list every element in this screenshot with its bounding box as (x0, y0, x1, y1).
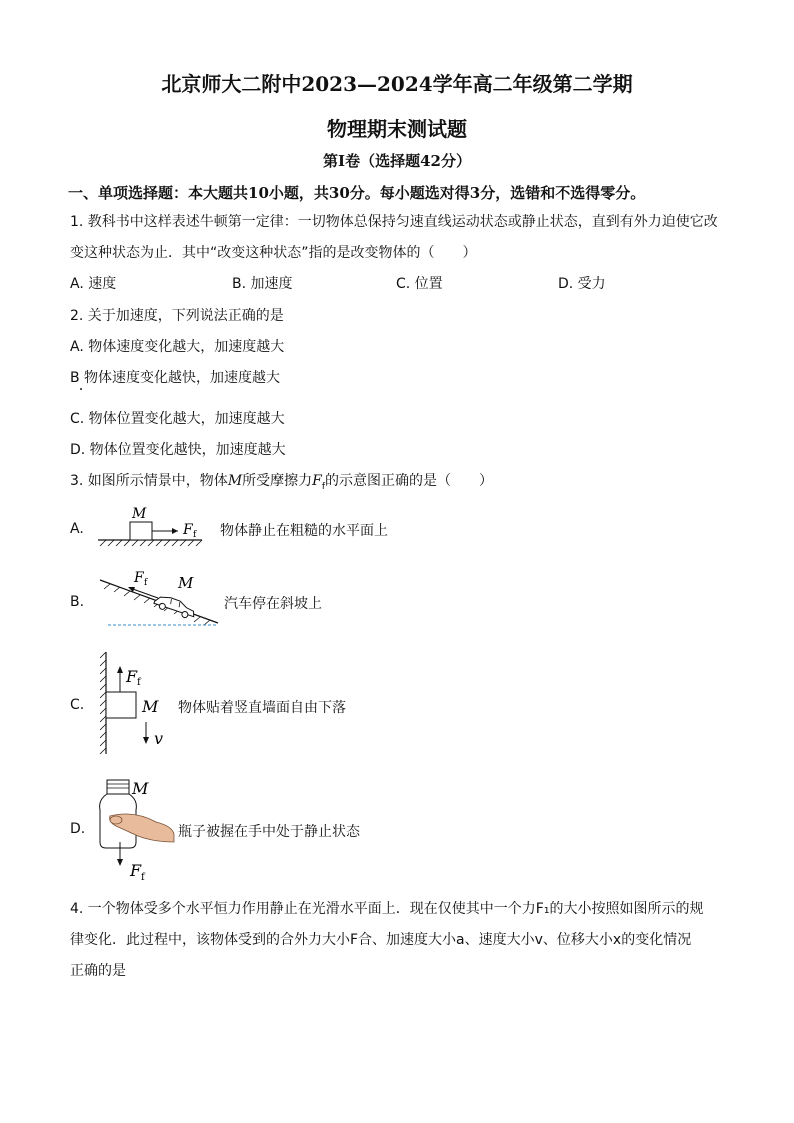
fig-d-mass-label: M (132, 779, 149, 798)
q4-stem-line1: 4. 一个物体受多个水平恒力作用静止在光滑水平面上．现在仅使其中一个力F₁的大小按照如图所示的规 (70, 901, 704, 917)
q1-option-d: D. 受力 (558, 276, 606, 292)
stray-dot (80, 388, 82, 390)
q1-stem-line2: 变这种状态为止．其中“改变这种状态”指的是改变物体的（ ） (70, 245, 477, 261)
q1-option-a: A. 速度 (70, 276, 117, 292)
q3-option-b-letter: B. (70, 594, 85, 610)
figure-b (94, 564, 224, 630)
q3-caption-b: 汽车停在斜坡上 (224, 596, 322, 612)
volume-label: 第Ⅰ卷（选择题42分） (323, 152, 471, 170)
fig-a-force-sub: f (193, 530, 197, 540)
section-heading: 一、单项选择题：本大题共10小题，共30分。每小题选对得3分，选错和不选得零分。 (68, 184, 646, 202)
q2-stem: 2. 关于加速度，下列说法正确的是 (70, 308, 284, 324)
q3-stem-f: F (312, 473, 322, 489)
fig-d-force-label: F (130, 861, 142, 880)
q3-stem-m: M (227, 473, 243, 489)
q3-caption-c: 物体贴着竖直墙面自由下落 (178, 700, 346, 716)
q3-stem-suffix: 的示意图正确的是（ ） (325, 473, 494, 489)
page-title: 北京师大二附中2023—2024学年高二年级第二学期 (161, 72, 633, 96)
fig-c-force-sub: f (137, 677, 141, 688)
fig-c-force-label: F (126, 667, 138, 686)
q3-stem-f-sub: f (321, 481, 326, 492)
q3-option-d-letter: D. (70, 821, 86, 837)
q2-option-a: A. 物体速度变化越大，加速度越大 (70, 339, 285, 355)
q4-stem-line2: 律变化．此过程中，该物体受到的合外力大小F合、加速度大小a、速度大小v、位移大小x的变化情况 (70, 932, 692, 948)
fig-b-mass-label: M (178, 574, 194, 592)
fig-d-force-sub: f (141, 872, 145, 883)
fig-b-force-sub: f (144, 578, 148, 588)
q3-stem (70, 471, 493, 497)
q1-option-c: C. 位置 (396, 276, 443, 292)
q3-stem-mid: 所受摩擦力 (242, 473, 313, 489)
page-subtitle: 物理期末测试题 (327, 117, 467, 141)
fig-b-force-label: F (134, 570, 144, 586)
figure-d (94, 776, 178, 886)
q3-stem-prefix: 3. 如图所示情景中，物体 (70, 473, 228, 489)
q4-stem-line3: 正确的是 (70, 963, 126, 979)
q2-option-d: D. 物体位置变化越快，加速度越大 (70, 442, 286, 458)
fig-a-mass-label: M (132, 506, 147, 522)
q1-option-b: B. 加速度 (232, 276, 293, 292)
q1-stem-line1: 1. 教科书中这样表述牛顿第一定律：一切物体总保持匀速直线运动状态或静止状态，直到有外力迫使它改 (70, 214, 718, 230)
figure-a (94, 504, 208, 550)
fig-c-velocity-label: v (154, 729, 164, 748)
fig-c-mass-label: M (142, 697, 159, 716)
figure-c (94, 648, 170, 758)
q3-caption-d: 瓶子被握在手中处于静止状态 (178, 824, 360, 840)
q3-option-a-letter: A. (70, 521, 84, 537)
q3-option-c-letter: C. (70, 697, 85, 713)
q2-option-c: C. 物体位置变化越大，加速度越大 (70, 411, 285, 427)
fig-a-force-label: F (183, 522, 193, 538)
q3-caption-a: 物体静止在粗糙的水平面上 (220, 523, 388, 539)
q2-option-b: B 物体速度变化越快，加速度越大 (70, 370, 281, 386)
